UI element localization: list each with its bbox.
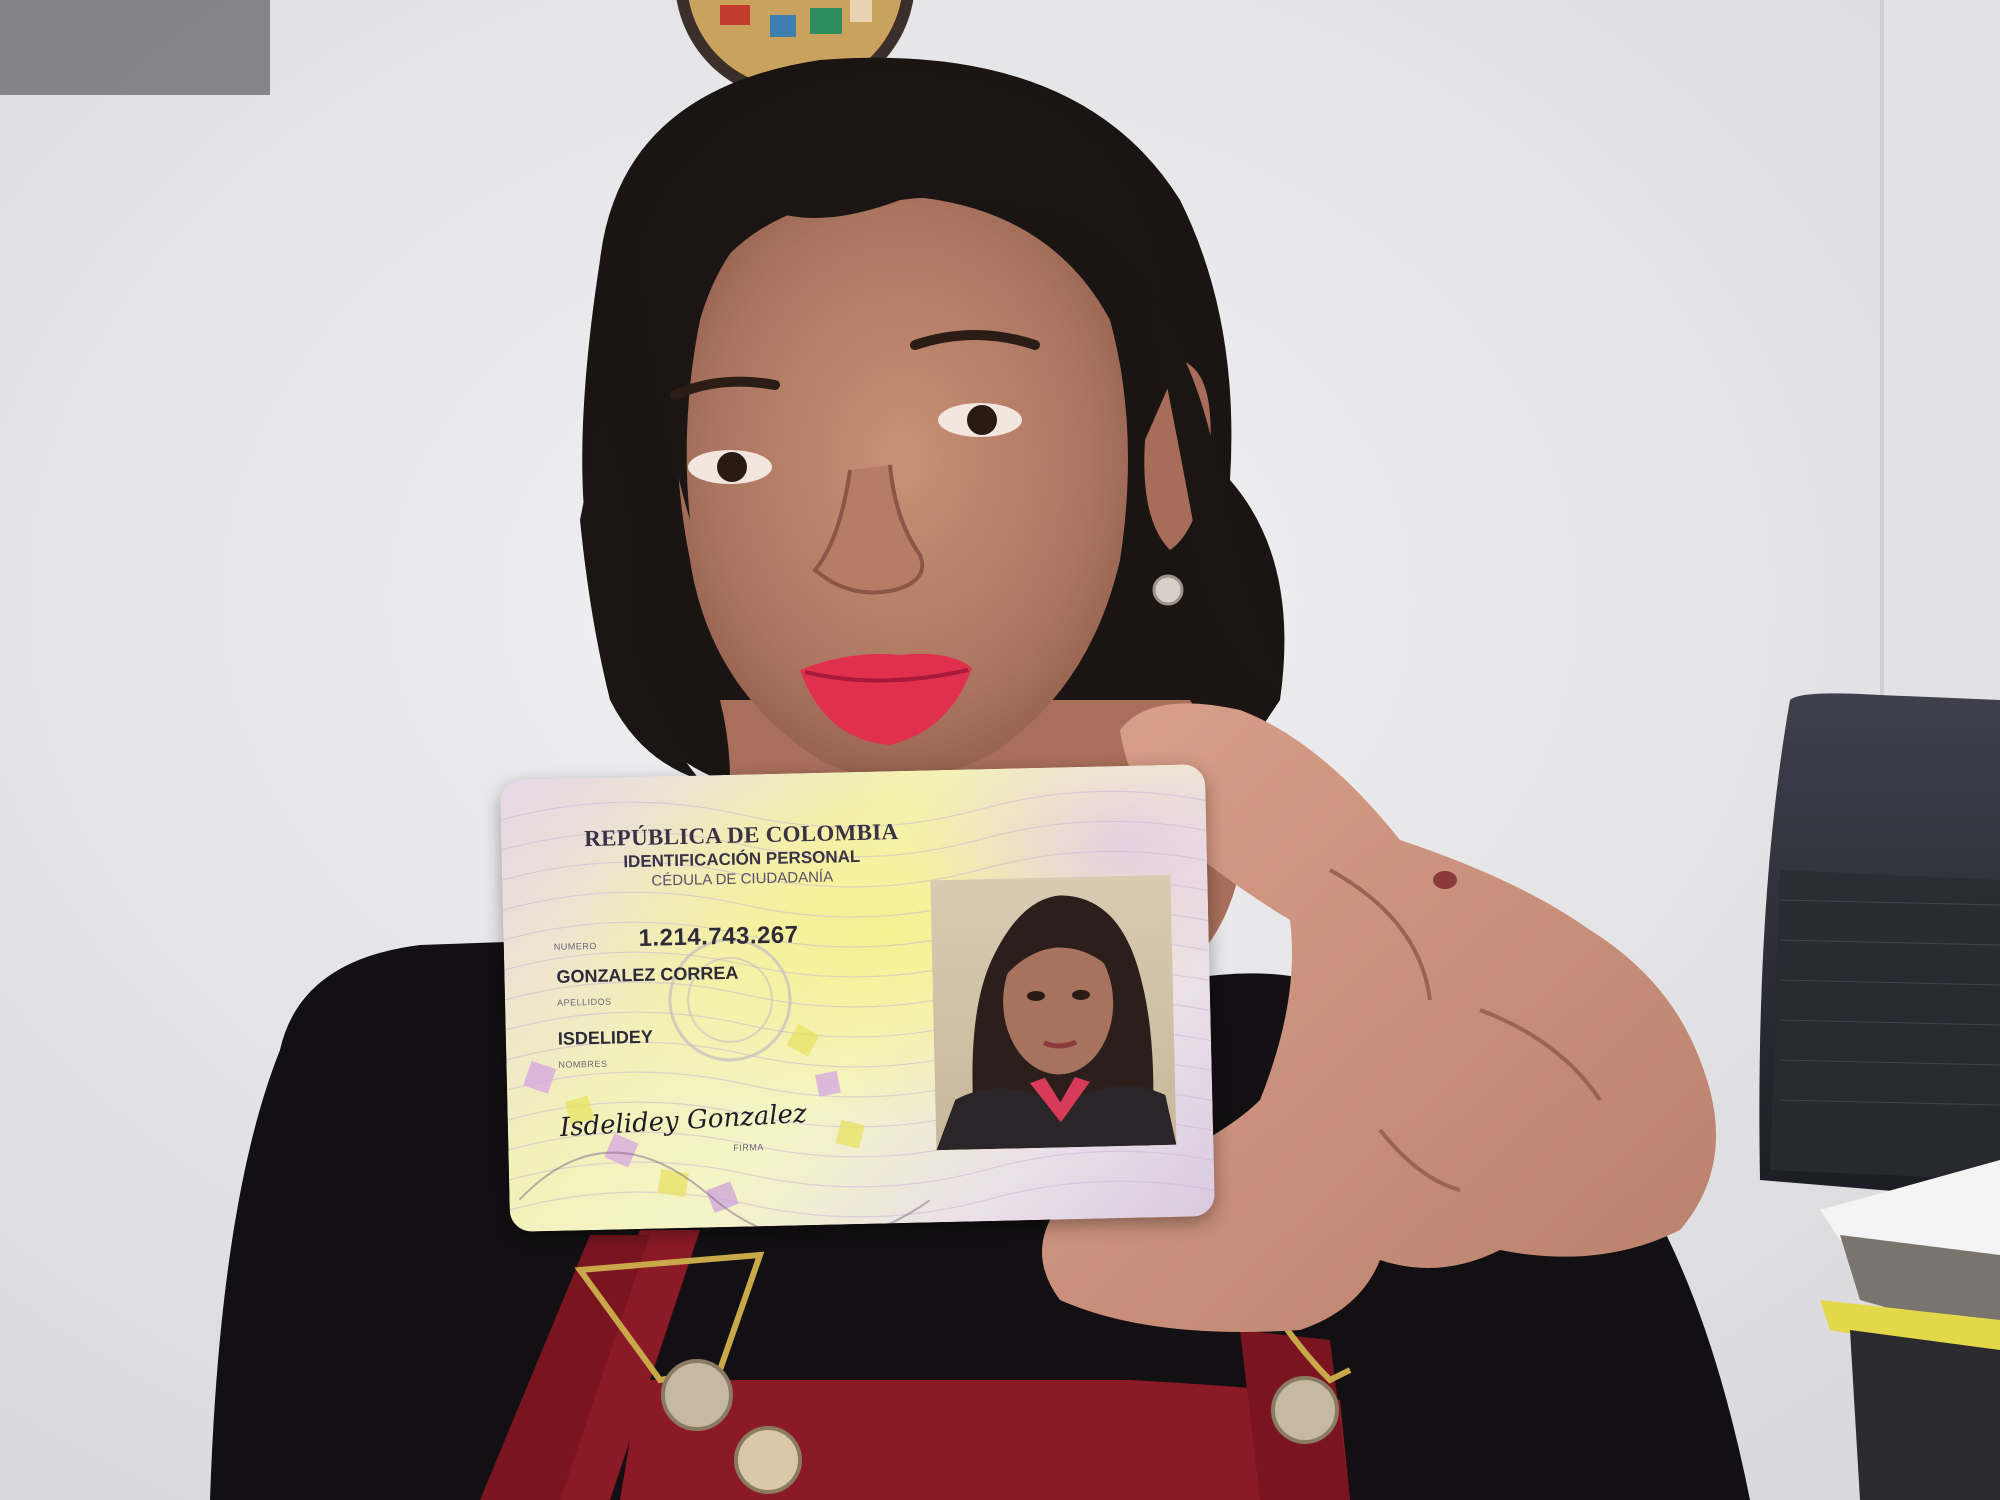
card-portrait-photo bbox=[930, 875, 1176, 1150]
card-document-type: CÉDULA DE CIUDADANÍA bbox=[651, 868, 834, 890]
card-names: ISDELIDEY bbox=[557, 1026, 654, 1049]
card-surnames: GONZALEZ CORREA bbox=[556, 962, 739, 987]
card-subtitle: IDENTIFICACIÓN PERSONAL bbox=[623, 846, 861, 872]
overall-button-center bbox=[736, 1428, 800, 1492]
portrait-illustration bbox=[930, 875, 1176, 1150]
card-signature-label: FIRMA bbox=[733, 1142, 764, 1153]
id-card bbox=[500, 764, 1215, 1232]
knuckle-mark bbox=[1433, 871, 1457, 889]
earring bbox=[1154, 576, 1182, 604]
overall-button-left bbox=[663, 1361, 731, 1429]
card-number-label: NUMERO bbox=[553, 940, 597, 952]
card-title: REPÚBLICA DE COLOMBIA bbox=[583, 819, 899, 852]
card-surnames-label: APELLIDOS bbox=[556, 996, 612, 1008]
card-number: 1.214.743.267 bbox=[638, 921, 799, 952]
overall-button-right bbox=[1273, 1378, 1337, 1442]
card-names-label: NOMBRES bbox=[558, 1058, 608, 1070]
card-signature: Isdelidey Gonzalez bbox=[559, 1098, 808, 1144]
card-header bbox=[571, 819, 912, 892]
dark-object-top-left bbox=[0, 0, 270, 95]
